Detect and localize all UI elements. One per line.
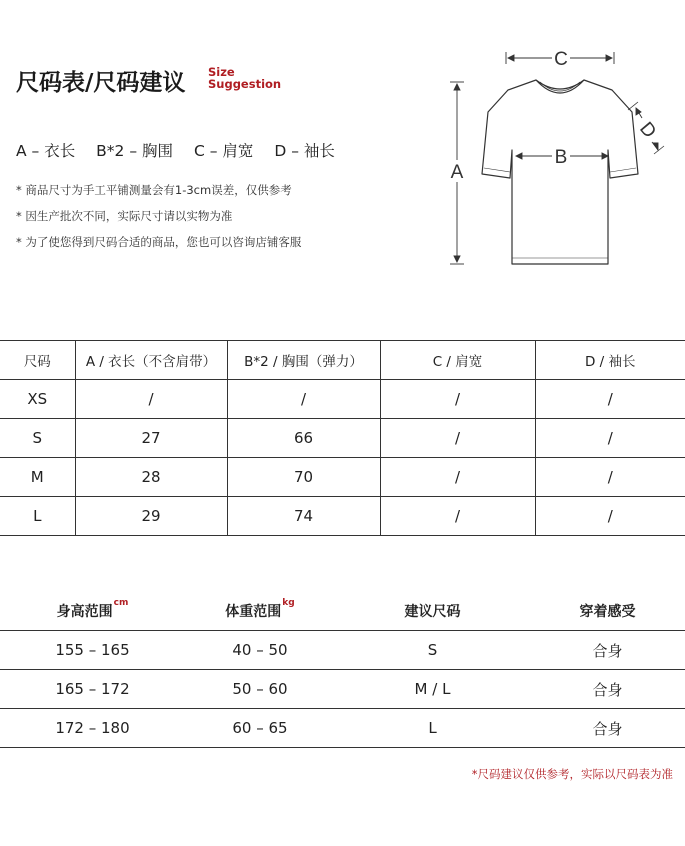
note-3: * 为了使您得到尺码合适的商品，您也可以咨询店铺客服 [16,235,302,249]
header-height-label: 身高范围 [56,604,113,620]
cell-suggested-size: S [335,631,530,670]
header-length: A / 衣长（不含肩带） [75,341,227,380]
cell-sleeve: / [535,380,685,419]
size-table-header-row [0,341,685,380]
legend-a: A – 衣长 [16,142,76,160]
header-weight [185,592,335,631]
subtitle-line-2: Suggestion [208,77,282,91]
cell-length: 28 [75,458,227,497]
legend-d: D – 袖长 [274,142,335,160]
tshirt-diagram-icon [440,42,680,274]
cell-shoulder: / [380,380,535,419]
subtitle-line-1: Size [208,65,235,79]
size-table [0,340,685,536]
cell-size: L [0,497,75,536]
cell-chest: 74 [227,497,380,536]
cell-height: 155 – 165 [0,631,185,670]
header-sleeve: D / 袖长 [535,341,685,380]
cell-sleeve: / [535,497,685,536]
header-suggested-size: 建议尺码 [335,592,530,631]
diagram-label-c: C [554,49,568,70]
cell-weight: 60 – 65 [185,709,335,748]
recommendation-table [0,592,685,748]
table-row [0,497,685,536]
table-row [0,419,685,458]
table-row [0,631,685,670]
weight-unit: kg [282,598,295,608]
cell-suggested-size: L [335,709,530,748]
cell-sleeve: / [535,419,685,458]
cell-chest: 70 [227,458,380,497]
cell-shoulder: / [380,419,535,458]
table-row [0,670,685,709]
cell-weight: 50 – 60 [185,670,335,709]
table-row [0,458,685,497]
cell-length: / [75,380,227,419]
diagram-label-a: A [450,162,464,183]
diagram-label-d: D [635,118,661,143]
measurement-legend [16,139,351,161]
height-unit: cm [113,598,129,608]
cell-fit: 合身 [530,709,685,748]
cell-fit: 合身 [530,670,685,709]
tshirt-outline [482,80,638,264]
header-size: 尺码 [0,341,75,380]
header-height [0,592,185,631]
cell-length: 29 [75,497,227,536]
cell-sleeve: / [535,458,685,497]
cell-chest: 66 [227,419,380,458]
cell-length: 27 [75,419,227,458]
cell-fit: 合身 [530,631,685,670]
cell-weight: 40 – 50 [185,631,335,670]
page-title: 尺码表/尺码建议 [16,70,186,96]
cell-shoulder: / [380,458,535,497]
header-weight-label: 体重范围 [225,604,282,620]
header-fit: 穿着感受 [530,592,685,631]
page-subtitle [208,66,281,90]
legend-c: C – 肩宽 [193,142,254,160]
cell-height: 172 – 180 [0,709,185,748]
diagram-label-b: B [554,147,568,168]
cell-shoulder: / [380,497,535,536]
table-row [0,709,685,748]
note-2: * 因生产批次不同，实际尺寸请以实物为准 [16,209,233,223]
cell-height: 165 – 172 [0,670,185,709]
recommendation-header-row [0,592,685,631]
table-row [0,380,685,419]
note-1: * 商品尺寸为手工平铺测量会有1-3cm误差，仅供参考 [16,183,292,197]
legend-b: B*2 – 胸围 [96,142,174,160]
cell-size: XS [0,380,75,419]
cell-suggested-size: M / L [335,670,530,709]
footnote: *尺码建议仅供参考，实际以尺码表为准 [471,767,673,781]
cell-chest: / [227,380,380,419]
header-chest: B*2 / 胸围（弹力） [227,341,380,380]
cell-size: S [0,419,75,458]
header-shoulder: C / 肩宽 [380,341,535,380]
cell-size: M [0,458,75,497]
